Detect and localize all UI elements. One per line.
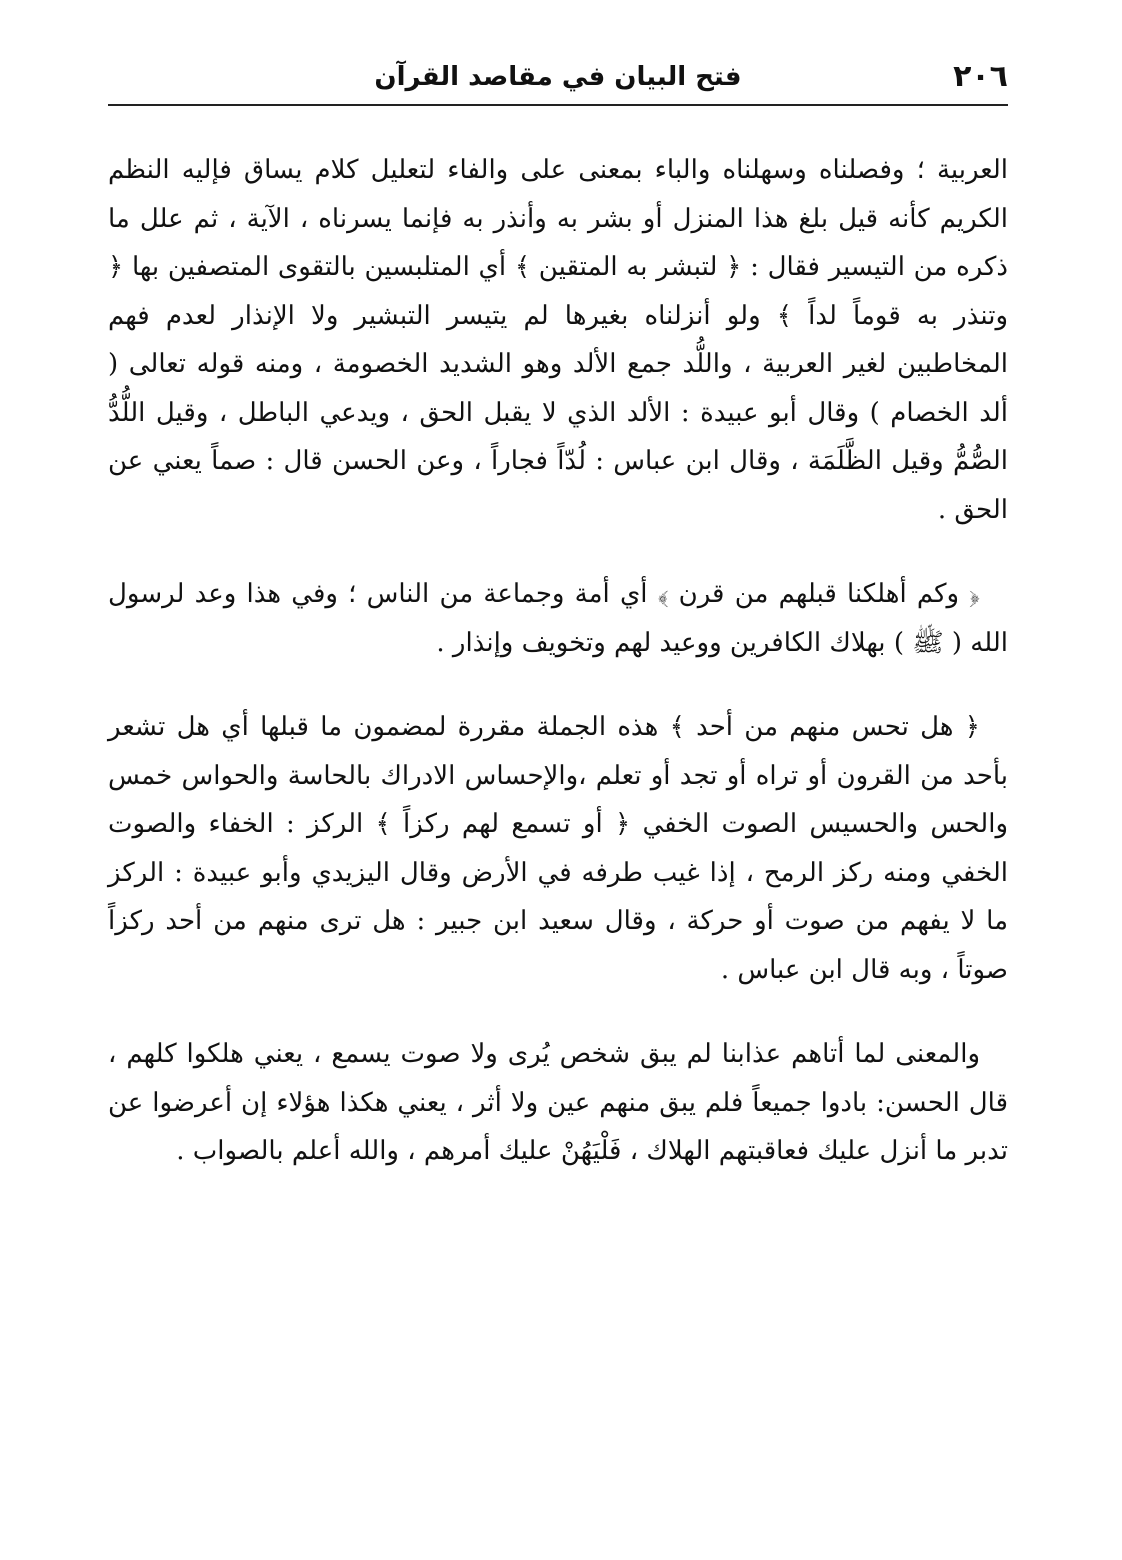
paragraph-2: [108, 570, 1008, 667]
paragraph-1: [108, 146, 1008, 534]
text-line: هكذا هؤلاء إن أعرضوا عن تدبر ما أنزل عليك فعاقبتهم الهلاك ، فَلْيَهُنْ: [108, 1087, 1008, 1166]
paragraph-gap: [108, 994, 1008, 1030]
page-header: [108, 60, 1008, 104]
text-line: الركز : الخفاء والصوت الخفي ومنه ركز الرمح ، إذا غيب طرفه في الأرض: [108, 809, 1009, 888]
text-line: والمعنى لما أتاهم عذابنا لم يبق شخص يُرى ولا صوت يسمع ، يعني: [253, 1039, 980, 1069]
text-line: الخصومة ، ومنه قوله تعالى ( ألد الخصام ) وقال أبو عبيدة : الألد الذي لا: [108, 349, 1008, 428]
text-line: هلكوا كلهم ، قال الحسن: بادوا جميعاً فلم يبق منهم عين ولا أثر ، يعني: [108, 1039, 1009, 1118]
text-line: ولا الإنذار لعدم فهم المخاطبين لغير العربية ، واللُّد جمع الألد وهو الشديد: [108, 300, 1008, 379]
text-line: والحواس خمس والحس والحسيس الصوت الخفي ﴿ أو تسمع لهم ركزاً ﴾: [108, 760, 1008, 839]
page-number: ٢٠٦: [953, 59, 1008, 94]
running-title: فتح البيان في مقاصد القرآن: [374, 62, 742, 92]
text-line: يقبل الحق ، ويدعي الباطل ، وقيل اللُّدُّ الصُّمُّ وقيل الظَّلَمَة ، وقال ابن: [108, 397, 1008, 476]
text-line: الآية ، ثم علل ما ذكره من التيسير فقال : ﴿ لتبشر به المتقين ﴾ أي المتلبسين: [108, 203, 1009, 282]
text-line: ابن جبير : هل ترى منهم من أحد ركزاً صوتاً ، وبه قال ابن عباس .: [108, 906, 1008, 985]
text-line: عليك أمرهم ، والله أعلم بالصواب .: [176, 1136, 553, 1166]
paragraph-4: [108, 1030, 1008, 1176]
paragraph-gap: [108, 667, 1008, 703]
paragraph-3: [108, 703, 1008, 994]
text-line: وعد لرسول الله ( ﷺ ) بهلاك الكافرين ووعيد لهم وتخويف وإنذار .: [108, 579, 1008, 658]
text-line: ﴿ هل تحس منهم من أحد ﴾ هذه الجملة مقررة لمضمون ما قبلها أي: [221, 712, 980, 742]
text-line: هل تشعر بأحد من القرون أو تراه أو تجد أو تعلم ،والإحساس الادراك بالحاسة: [108, 712, 1008, 791]
paragraph-gap: [108, 534, 1008, 570]
text-line: وقال اليزيدي وأبو عبيدة : الركز ما لا يفهم من صوت أو حركة ، وقال سعيد: [108, 857, 1009, 936]
text-line: عباس : لُدّاً فجاراً ، وعن الحسن قال : صماً يعني عن الحق .: [108, 446, 1008, 525]
header-rule: [108, 104, 1008, 106]
body-text: [108, 146, 1008, 1176]
text-line: بالتقوى المتصفين بها ﴿ وتنذر به قوماً لداً ﴾ ولو أنزلناه بغيرها لم يتيسر التبشير: [108, 252, 1008, 331]
text-line: ﴿ وكم أهلكنا قبلهم من قرن ﴾ أي أمة وجماعة من الناس ؛ وفي هذا: [246, 579, 980, 609]
text-line: العربية ؛ وفصلناه وسهلناه والباء بمعنى على والفاء لتعليل كلام يساق فإليه: [181, 155, 1008, 185]
text-line: النظم الكريم كأنه قيل بلغ هذا المنزل أو بشر به وأنذر به فإنما يسرناه ،: [108, 155, 1008, 234]
